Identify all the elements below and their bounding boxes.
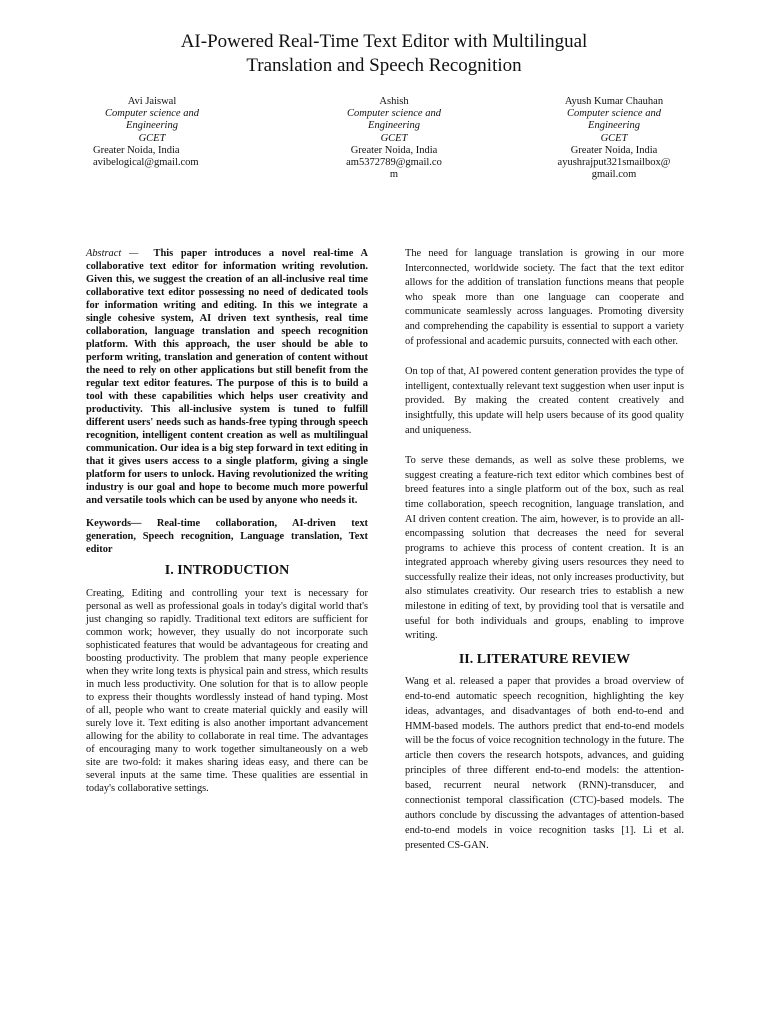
author-email: gmail.com xyxy=(591,169,637,181)
author-dept: Engineering xyxy=(368,120,420,132)
author-org: GCET xyxy=(600,132,628,144)
author-dept: Computer science and xyxy=(567,108,661,120)
introduction-body: Creating, Editing and controlling your text is necessary for personal as well as professional goals in today's digital world that's just changing so rapidly. Traditional text editors are sufficient for common work; however, they usually do not incorporate such sophisticated features that would be advantageous for creating and boosting productivity. The problem that many people experience when they write long texts is physical pain and stress, which results in much less productivity. One solution for that is to allow people to express their thoughts wordlessly instead of hand typing. Most of all, people who want to create material quickly and easily will surely love it. Text editing is also another important advancement allowing for the ability to collaborate in real time. The advantages of encouraging many to work together simultaneously on a web site are two-fold: it makes sharing ideas easy, and there can be several inputs at the same time. These qualities are essential in today's collaborative settings. xyxy=(86,588,368,794)
author-email: ayushrajput321smailbox@ xyxy=(557,157,671,169)
author-block-1 xyxy=(62,96,242,169)
author-dept: Engineering xyxy=(126,120,178,132)
literature-review-body: Wang et al. released a paper that provides a broad overview of end-to-end automatic speech recognition, highlighting the key ideas, advantages, and disadvantages of both end-to-end and HMM-based models. The authors predict that end-to-end models will be the focus of voice recognition technology in the future. The article then covers the research hotspots, advances, and guiding principles of three different end-to-end models: the attention-based, recurrent neural network (RNN)-transducer, and connectionist temporal classification (CTC)-based models. The authors conclude by discussing the advantages of attention-based end-to-end models in voice recognition tasks [1]. Li et al. presented CS-GAN. xyxy=(405,675,684,851)
author-name: Avi Jaiswal xyxy=(127,96,177,107)
section-heading-introduction: I. INTRODUCTION xyxy=(164,563,290,578)
right-column xyxy=(405,247,684,854)
author-block-2 xyxy=(304,96,484,181)
author-email: am5372789@gmail.co xyxy=(346,157,442,169)
author-dept: Engineering xyxy=(588,120,640,132)
left-column xyxy=(86,247,368,795)
paragraph-proposal: To serve these demands, as well as solve these problems, we suggest creating a feature-rich text editor which combines best of breed features into a single platform out of the box, such as real time collaboration, speech recognition, language translation, and AI driven content creation. The aim, however, is to provide an all-encompassing solution that decreases the need for several programs to achieve this process of content creation. It is an integrated approach whereby giving users resources they need to successfully realize their ideas, not only increases productivity, but also stimulates creativity. Our research tries to establish a new milestone in editing of text, by providing tool that is versatile and useful for both individuals and groups, enabling to improve writing. xyxy=(405,455,684,642)
author-location: Greater Noida, India xyxy=(570,144,658,156)
author-org: GCET xyxy=(380,132,408,144)
author-email: avibelogical@gmail.com xyxy=(93,157,199,169)
author-email: m xyxy=(389,169,399,181)
author-name: Ayush Kumar Chauhan xyxy=(564,96,664,107)
abstract-heading: Abstract — xyxy=(86,248,139,259)
author-location: Greater Noida, India xyxy=(350,144,438,156)
author-dept: Computer science and xyxy=(105,108,199,120)
paragraph-translation: The need for language translation is growing in our more Interconnected, worldwide society. The fact that the text editor allows for the addition of translation functions means that people who speak more than one language can cooperate and communicate seamlessly across languages. Promoting diversity and comprehending the capability is essential to support a variety of professional and academic pursuits, connected with each other. xyxy=(405,248,684,347)
abstract xyxy=(86,247,368,507)
section-heading-literature-review: II. LITERATURE REVIEW xyxy=(458,651,631,667)
author-block-3 xyxy=(524,96,704,181)
abstract-body: This paper introduces a novel real-time A collaborative text editor for information writing revolution. Given this, we suggest the creation of an all-inclusive real time collaborative text editor possessing no need of dedicated tools for information writing and editing. In this we integrate a single cohesive system, AI driven text synthesis, real time collaboration, language translation and speech recognition platform. With this approach, the user should be able to perform writing, translation and generation of content without the need to rely on other applications but still benefit from the regular text editor features. The purpose of this is to build a tool with these capabilities which helps user creativity and productivity. This all-inclusive system is tuned to fulfill different users' needs such as hands-free typing through speech recognition, intelligent content creation as well as multilingual communication. Our idea is a big step forward in text editing in that it gives users access to a single platform, giving a single platform for users to unlock. Having revolutionized the writing industry is our goal and hope to become much more powerful and versatile tools which can be used by anyone who needs it. xyxy=(86,248,368,506)
keywords: Keywords— Real-time collaboration, AI-driven text generation, Speech recognition, Language translation, Text editor xyxy=(86,518,368,555)
title-line-2: Translation and Speech Recognition xyxy=(246,55,522,76)
author-dept: Computer science and xyxy=(347,108,441,120)
title-line-1: AI-Powered Real-Time Text Editor with Multilingual xyxy=(180,31,588,52)
author-name: Ashish xyxy=(379,96,409,107)
author-org: GCET xyxy=(138,132,166,144)
author-location: Greater Noida, India xyxy=(93,144,180,156)
paragraph-ai-content: On top of that, AI powered content generation provides the type of intelligent, contextually relevant text suggestion when user input is provided. By making the created content creatively and insightfully, this update will help users because of its good quality and uniqueness. xyxy=(405,366,684,436)
paper-title xyxy=(0,30,768,78)
